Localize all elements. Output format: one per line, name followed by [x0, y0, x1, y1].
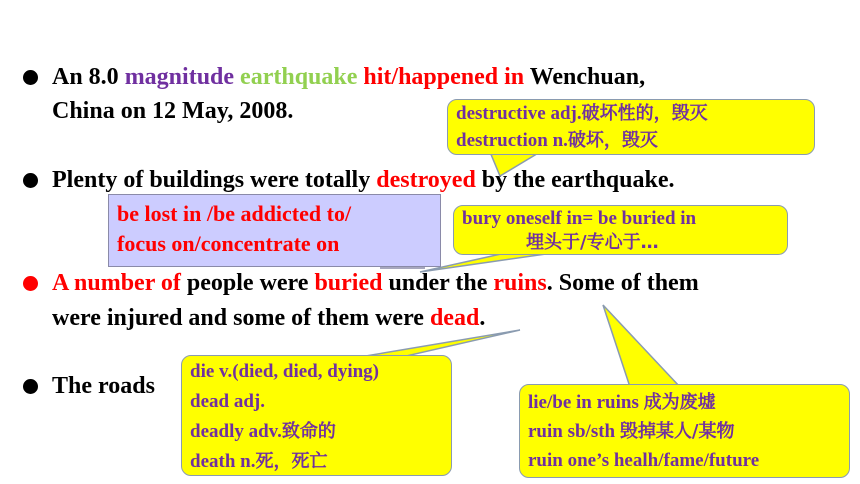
text: under the: [382, 270, 494, 296]
text: 破坏，毁灭: [567, 130, 658, 151]
die-callout: [181, 355, 452, 476]
box-line: focus on/concentrate on: [117, 231, 340, 256]
callout-line: die v.(died, died, dying): [190, 361, 379, 382]
ruin-callout-tail: [603, 305, 680, 387]
bury-callout: [453, 205, 788, 255]
text: deadly adv.: [190, 421, 282, 442]
text: death n.: [190, 451, 256, 472]
word-earthquake: earthquake: [240, 64, 358, 90]
text: ruin sb/sth: [528, 421, 620, 442]
text: 致命的: [281, 421, 336, 442]
ruin-callout: [519, 384, 850, 478]
word-destroyed: destroyed: [376, 167, 476, 193]
word-buried: buried: [314, 270, 383, 296]
text: Plenty of buildings were totally: [52, 167, 377, 193]
callout-line: dead adj.: [190, 391, 265, 412]
text: The roads: [52, 373, 155, 399]
destroy-callout-tail: [490, 152, 540, 176]
destroy-callout: [447, 99, 815, 155]
text: 成为废墟: [643, 392, 716, 413]
phrase-hit-happened-in: hit/happened in: [363, 64, 525, 90]
text: 死，死亡: [255, 451, 328, 472]
text: . Some of them: [546, 270, 699, 296]
bury-callout-tail: [420, 252, 560, 272]
text: people were: [180, 270, 315, 296]
callout-line: [190, 417, 443, 447]
text: 破坏性的，毁灭: [581, 103, 708, 124]
lost-in-box: [108, 194, 441, 267]
word-dead: dead: [429, 305, 480, 331]
callout-line: [528, 417, 841, 446]
text: An 8.0: [52, 64, 125, 90]
box-line: be lost in /be addicted to/: [117, 201, 352, 226]
callout-line: [456, 100, 806, 127]
text: destructive adj.: [456, 103, 582, 124]
phrase-a-number-of: A number of: [52, 270, 181, 296]
word-ruins: ruins: [493, 270, 547, 296]
callout-line: [190, 447, 443, 477]
text: by the earthquake.: [475, 167, 675, 193]
text: .: [479, 305, 486, 331]
text: destruction n.: [456, 130, 568, 151]
callout-line: ruin one’s healh/fame/future: [528, 450, 760, 471]
word-magnitude: magnitude: [124, 64, 235, 90]
text: Wenchuan,: [524, 64, 646, 90]
text: were injured and some of them were: [52, 305, 430, 331]
callout-line: [456, 127, 806, 154]
text: 毁掉某人/某物: [619, 421, 735, 442]
callout-line: bury oneself in= be buried in: [462, 208, 697, 229]
callout-line: 埋头于/专心于…: [526, 232, 659, 253]
text: China on 12 May, 2008.: [52, 98, 294, 124]
callout-line: [528, 388, 841, 417]
text: lie/be in ruins: [528, 392, 644, 413]
